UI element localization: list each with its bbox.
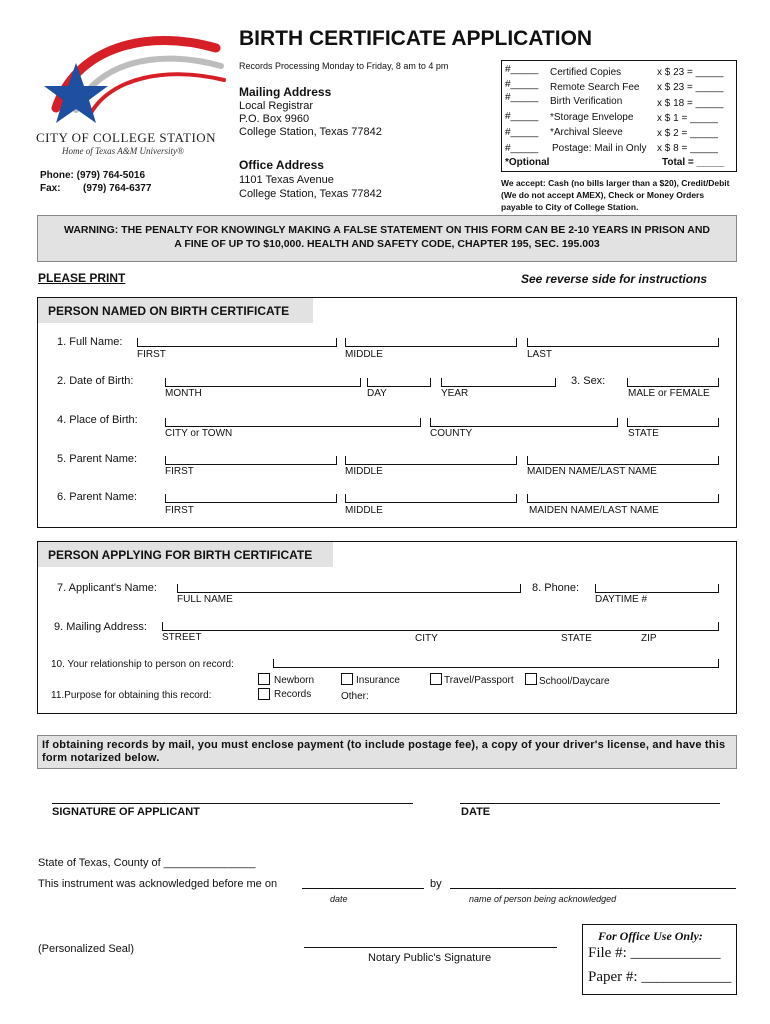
first-caption: FIRST	[137, 349, 166, 360]
mailing-line-2: P.O. Box 9960	[239, 113, 310, 125]
ack-name-field[interactable]	[450, 888, 736, 889]
applicant-name-label: 7. Applicant's Name:	[57, 582, 157, 594]
fee-row-price: x $ 8 = _____	[657, 143, 718, 154]
logo-tagline: Home of Texas A&M University®	[62, 146, 184, 156]
parent6-label: 6. Parent Name:	[57, 491, 138, 503]
fee-row: #_____	[505, 127, 539, 138]
office-address-title: Office Address	[239, 158, 324, 172]
parent6-first-field[interactable]	[165, 502, 337, 503]
maiden-caption: MAIDEN NAME/LAST NAME	[527, 466, 657, 477]
payment-accepted-note: We accept: Cash (no bills larger than a $20), Credit/Debit (We do not accept AMEX), Check or Money Orders payable to City of College Station.	[501, 178, 730, 212]
state-caption: STATE	[628, 428, 659, 439]
date-field[interactable]	[460, 803, 720, 804]
relationship-field[interactable]	[273, 667, 719, 668]
sex-label: 3. Sex:	[571, 375, 606, 387]
insurance-checkbox[interactable]	[341, 673, 353, 685]
fee-row-price: x $ 18 = _____	[657, 98, 724, 109]
logo-city-name: CITY OF COLLEGE STATION	[36, 130, 217, 145]
date-caption: DATE	[461, 806, 491, 818]
office-paper-number: Paper #: ____________	[588, 969, 732, 985]
page-title: BIRTH CERTIFICATE APPLICATION	[239, 27, 593, 50]
fee-row: #_____	[505, 143, 539, 154]
year-caption: YEAR	[441, 388, 469, 399]
office-use-title: For Office Use Only:	[598, 929, 703, 943]
first-caption: FIRST	[165, 505, 194, 516]
office-line-1: 1101 Texas Avenue	[239, 174, 334, 186]
middle-name-field[interactable]	[345, 346, 517, 347]
fee-row-price: x $ 23 = _____	[657, 67, 724, 78]
male-female-caption: MALE or FEMALE	[628, 388, 710, 399]
first-name-field[interactable]	[137, 346, 337, 347]
section2-title: PERSON APPLYING FOR BIRTH CERTIFICATE	[38, 542, 333, 567]
fee-row: #_____	[505, 79, 539, 90]
parent5-middle-field[interactable]	[345, 464, 517, 465]
phone-label: 8. Phone:	[532, 582, 580, 594]
records-checkbox[interactable]	[258, 688, 270, 700]
pob-city-field[interactable]	[165, 426, 421, 427]
records-option: Records	[274, 689, 312, 700]
mailing-address-title: Mailing Address	[239, 85, 332, 99]
by-text: by	[430, 878, 442, 890]
city-town-caption: CITY or TOWN	[165, 428, 233, 439]
month-caption: MONTH	[165, 388, 202, 399]
warning-text: WARNING: THE PENALTY FOR KNOWINGLY MAKING A FALSE STATEMENT ON THIS FORM CAN BE 2-10 YEARS IN PRISON AND A FINE OF UP TO $10,000. HEALTH AND SAFETY CODE, CHAPTER 195, SEC. 195.003	[64, 224, 710, 250]
middle-caption: MIDDLE	[345, 349, 383, 360]
school-checkbox[interactable]	[525, 673, 537, 685]
phone-field[interactable]	[595, 592, 719, 593]
mailing-address-label: 9. Mailing Address:	[54, 621, 147, 633]
fee-total: Total = _____	[662, 157, 725, 168]
pob-label: 4. Place of Birth:	[57, 414, 138, 426]
office-line-2: College Station, Texas 77842	[239, 188, 382, 200]
first-caption: FIRST	[165, 466, 194, 477]
county-caption: COUNTY	[430, 428, 473, 439]
fee-row-price: x $ 23 = _____	[657, 82, 724, 93]
sex-field[interactable]	[627, 386, 719, 387]
parent6-last-field[interactable]	[527, 502, 719, 503]
newborn-checkbox[interactable]	[258, 673, 270, 685]
city-logo	[36, 28, 236, 158]
mailing-line-3: College Station, Texas 77842	[239, 126, 382, 138]
daytime-caption: DAYTIME #	[595, 594, 648, 605]
parent5-last-field[interactable]	[527, 464, 719, 465]
newborn-option: Newborn	[274, 675, 315, 686]
star-swoosh-logo-icon	[36, 28, 236, 123]
office-use-box	[582, 924, 737, 995]
signature-field[interactable]	[52, 803, 413, 804]
fee-row-label: Certified Copies	[550, 67, 622, 78]
travel-option: Travel/Passport	[444, 675, 514, 686]
fee-row-label: Birth Verification	[550, 96, 623, 107]
dob-month-field[interactable]	[165, 386, 361, 387]
city-caption: CITY	[415, 633, 438, 644]
last-caption: LAST	[527, 349, 553, 360]
other-label: Other:	[341, 691, 369, 702]
fee-row-price: x $ 1 = _____	[657, 113, 718, 124]
fee-row-label: Postage: Mail in Only	[552, 143, 647, 154]
mailing-line-1: Local Registrar	[239, 100, 313, 112]
last-name-field[interactable]	[527, 346, 719, 347]
fax-label: Fax:	[40, 183, 61, 194]
other-field[interactable]	[375, 701, 525, 702]
fee-row: #_____	[505, 92, 539, 103]
fee-row-label: *Archival Sleeve	[550, 127, 623, 138]
mail-notice-banner	[37, 735, 737, 769]
parent5-first-field[interactable]	[165, 464, 337, 465]
state-county-line: State of Texas, County of _______________	[38, 857, 256, 869]
street-caption: STREET	[162, 632, 202, 643]
fee-row: #_____	[505, 64, 539, 75]
signature-caption: SIGNATURE OF APPLICANT	[52, 806, 200, 818]
fee-row-label: *Storage Envelope	[550, 112, 634, 123]
dob-day-field[interactable]	[367, 386, 431, 387]
fee-row: #_____	[505, 111, 539, 122]
pob-state-field[interactable]	[627, 426, 719, 427]
section-person-named	[37, 297, 737, 528]
notary-signature-caption: Notary Public's Signature	[368, 952, 492, 964]
school-option: School/Daycare	[539, 676, 610, 687]
full-name-label: 1. Full Name:	[57, 336, 123, 348]
notary-signature-field[interactable]	[304, 947, 557, 948]
fee-table	[501, 60, 737, 172]
mailing-address-field[interactable]	[162, 630, 719, 631]
fax-number: (979) 764-6377	[83, 183, 152, 194]
pob-county-field[interactable]	[430, 426, 618, 427]
parent6-middle-field[interactable]	[345, 502, 517, 503]
please-print: PLEASE PRINT	[38, 271, 126, 285]
insurance-option: Insurance	[356, 675, 400, 686]
zip-caption: ZIP	[641, 633, 657, 644]
full-name-caption: FULL NAME	[177, 594, 233, 605]
fee-row-label: Remote Search Fee	[550, 82, 640, 93]
maiden-caption: MAIDEN NAME/LAST NAME	[529, 505, 659, 516]
relationship-label: 10. Your relationship to person on record:	[51, 659, 234, 670]
personalized-seal: (Personalized Seal)	[38, 943, 134, 955]
middle-caption: MIDDLE	[345, 505, 383, 516]
applicant-name-field[interactable]	[177, 592, 521, 593]
warning-banner	[37, 215, 737, 262]
dob-year-field[interactable]	[441, 386, 556, 387]
middle-caption: MIDDLE	[345, 466, 383, 477]
fee-row-price: x $ 2 = _____	[657, 128, 718, 139]
phone-number: Phone: (979) 764-5016	[40, 170, 146, 181]
day-caption: DAY	[367, 388, 387, 399]
state-caption: STATE	[561, 633, 592, 644]
optional-note: *Optional	[505, 157, 550, 168]
dob-label: 2. Date of Birth:	[57, 375, 134, 387]
section1-title: PERSON NAMED ON BIRTH CERTIFICATE	[38, 298, 313, 323]
purpose-label: 11.Purpose for obtaining this record:	[51, 690, 212, 701]
office-file-number: File #: ____________	[588, 945, 721, 961]
processing-hours: Records Processing Monday to Friday, 8 am to 4 pm	[239, 61, 449, 71]
ack-date-field[interactable]	[302, 888, 424, 889]
name-caption-small: name of person being acknowledged	[469, 894, 617, 904]
mail-notice-text: If obtaining records by mail, you must enclose payment (to include postage fee), a copy of your driver's license, and have this form notarized below.	[42, 739, 726, 764]
parent5-label: 5. Parent Name:	[57, 453, 138, 465]
travel-checkbox[interactable]	[430, 673, 442, 685]
see-reverse-note: See reverse side for instructions	[521, 272, 708, 286]
date-caption-small: date	[330, 894, 348, 904]
acknowledged-text: This instrument was acknowledged before me on	[38, 878, 278, 890]
